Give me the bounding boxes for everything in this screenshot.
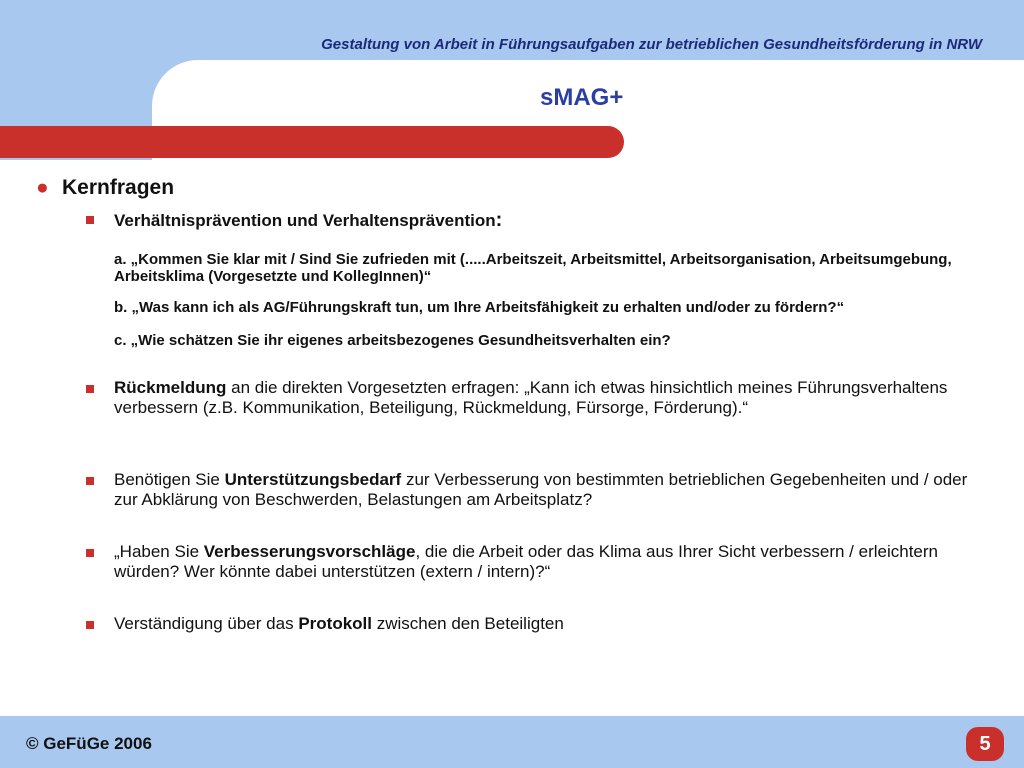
item-unterstuetzungsbedarf xyxy=(114,470,994,510)
item-protokoll xyxy=(114,614,994,634)
page-number-badge: 5 xyxy=(966,727,1004,761)
item-text: Verständigung über das xyxy=(114,614,299,633)
item-heading-colon: : xyxy=(495,209,503,231)
main-bullet-text: Kernfragen xyxy=(62,176,175,199)
item-text: an die direkten Vorgesetzten erfragen: „Kann ich etwas hinsichtlich meines Führungsverhaltens verbessern (z.B. Kommunikation, Beteiligung, Rückmeldung, Fürsorge, Förderung).“ xyxy=(114,378,948,417)
question-a: a. „Kommen Sie klar mit / Sind Sie zufrieden mit (.....Arbeitszeit, Arbeitsmittel, Arbeitsorganisation, Arbeitsumgebung, Arbeitsklima (Vorgesetzte und KollegInnen)“ xyxy=(114,251,952,285)
item-rueckmeldung xyxy=(114,378,994,418)
round-bullet-icon: ● xyxy=(36,176,49,199)
item-text: zur Verbesserung von bestimmten betrieblichen Gegebenheiten und / oder zur Abklärung von Beschwerden, Belastungen am Arbeitsplatz? xyxy=(114,470,968,509)
item-bold-text: Verbesserungsvorschläge xyxy=(203,542,416,561)
square-bullet-icon xyxy=(86,477,94,485)
item-verbesserungsvorschlaege xyxy=(114,542,994,582)
question-b: b. „Was kann ich als AG/Führungskraft tun, um Ihre Arbeitsfähigkeit zu erhalten und/oder zu fördern?“ xyxy=(114,299,845,316)
item-bold-text: Protokoll xyxy=(298,614,372,633)
item-verhaeltnispraevention xyxy=(114,210,994,231)
square-bullet-icon xyxy=(86,621,94,629)
item-text: , die die Arbeit oder das Klima aus Ihrer Sicht verbessern / erleichtern würden? Wer könnte dabei unterstützen (extern / intern)?“ xyxy=(114,542,938,581)
square-bullet-icon xyxy=(86,549,94,557)
square-bullet-icon xyxy=(86,216,94,224)
copyright-text: © GeFüGe 2006 xyxy=(26,734,152,753)
item-text: Benötigen Sie xyxy=(114,470,225,489)
question-c: c. „Wie schätzen Sie ihr eigenes arbeitsbezogenes Gesundheitsverhalten ein? xyxy=(114,332,671,349)
item-heading: Verhältnisprävention und Verhaltensprävention xyxy=(114,211,496,230)
item-bold-text: Unterstützungsbedarf xyxy=(224,470,402,489)
square-bullet-icon xyxy=(86,385,94,393)
item-text: zwischen den Beteiligten xyxy=(371,614,564,633)
item-text: „Haben Sie xyxy=(114,542,204,561)
header-subtitle: Gestaltung von Arbeit in Führungsaufgaben zur betrieblichen Gesundheitsförderung in NRW xyxy=(321,36,982,53)
footer-band xyxy=(0,716,1024,768)
item-bold-text: Rückmeldung xyxy=(114,378,227,397)
slide-title: sMAG+ xyxy=(540,84,624,111)
